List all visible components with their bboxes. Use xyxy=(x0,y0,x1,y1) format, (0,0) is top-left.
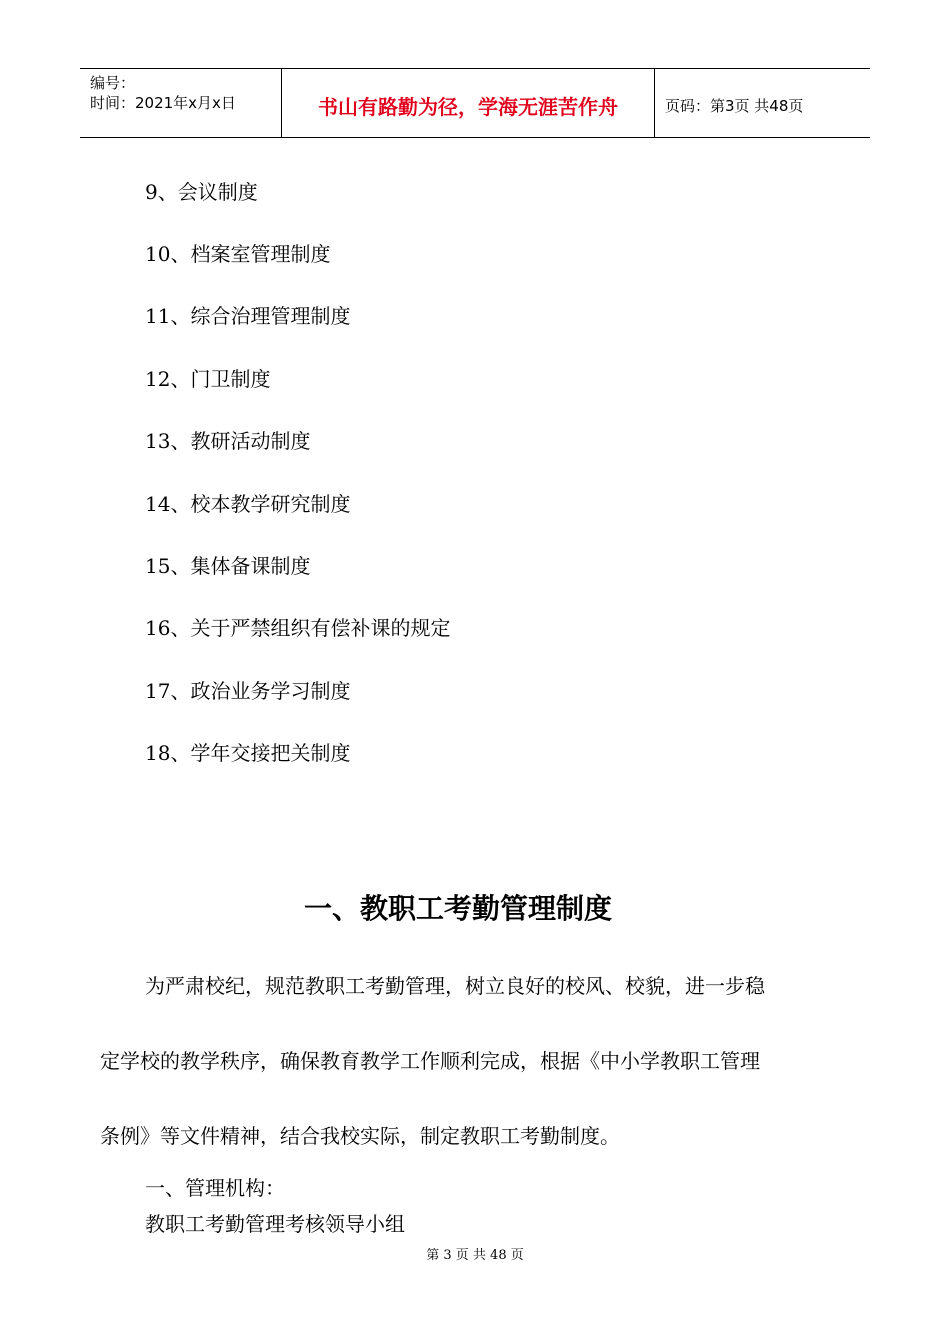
header-page-info: 页码：第3页 共48页 xyxy=(665,96,804,115)
toc-item: 10、档案室管理制度 xyxy=(145,242,331,266)
toc-item: 17、政治业务学习制度 xyxy=(145,679,351,703)
toc-item: 15、集体备课制度 xyxy=(145,554,311,578)
toc-item: 13、教研活动制度 xyxy=(145,429,311,453)
section-title: 一、教职工考勤管理制度 xyxy=(303,892,612,925)
intro-line-2: 定学校的教学秩序，确保教育教学工作顺利完成，根据《中小学教职工管理 xyxy=(100,1049,760,1073)
intro-line-3: 条例》等文件精神，结合我校实际，制定教职工考勤制度。 xyxy=(100,1124,620,1148)
header-time-label: 时间：2021年x月x日 xyxy=(90,94,236,112)
toc-item: 12、门卫制度 xyxy=(145,367,271,391)
toc-item: 9、会议制度 xyxy=(145,180,258,204)
header-number-label: 编号： xyxy=(90,74,136,92)
toc-item: 16、关于严禁组织有偿补课的规定 xyxy=(145,616,451,640)
header-meta xyxy=(80,69,282,137)
intro-line-1: 为严肃校纪，规范教职工考勤管理，树立良好的校风、校貌，进一步稳 xyxy=(145,974,765,998)
sub-text: 教职工考勤管理考核领导小组 xyxy=(145,1212,405,1236)
page-header xyxy=(80,68,870,138)
toc-item: 18、学年交接把关制度 xyxy=(145,741,351,765)
toc-item: 14、校本教学研究制度 xyxy=(145,492,351,516)
toc-item: 11、综合治理管理制度 xyxy=(145,304,351,328)
header-motto: 书山有路勤为径，学海无涯苦作舟 xyxy=(282,69,655,137)
sub-heading: 一、管理机构： xyxy=(145,1176,285,1200)
page-footer: 第 3 页 共 48 页 xyxy=(426,1248,524,1263)
